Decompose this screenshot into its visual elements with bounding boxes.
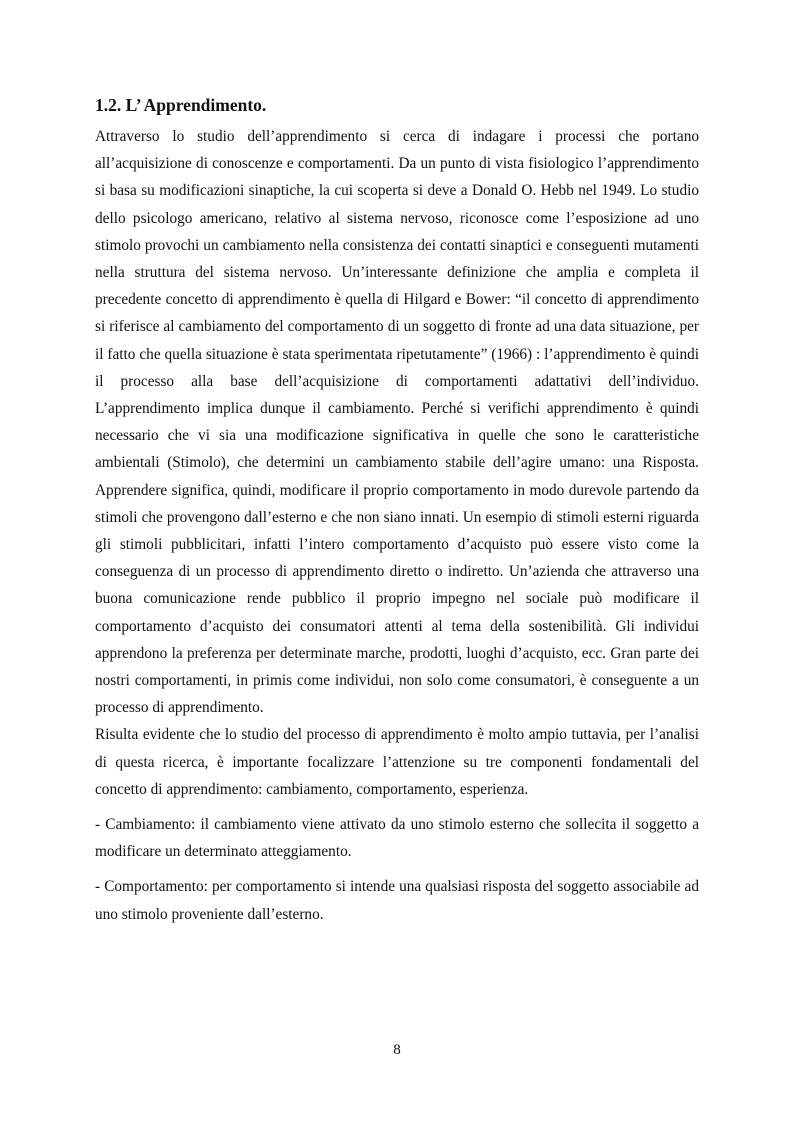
list-item-comportamento: - Comportamento: per comportamento si intende una qualsiasi risposta del soggetto associabile ad uno stimolo proveniente dall’esterno. xyxy=(95,878,699,923)
list-item-cambiamento: - Cambiamento: il cambiamento viene attivato da uno stimolo esterno che sollecita il soggetto a modificare un determinato atteggiamento. xyxy=(95,816,699,861)
paragraph-intro: Attraverso lo studio dell’apprendimento si cerca di indagare i processi che portano all’acquisizione di conoscenze e comportamenti. Da un punto di vista fisiologico l’apprendimento si basa su modificazioni sinaptiche, la cui scoperta si deve a Donald O. Hebb nel 1949. Lo studio dello psicologo americano, relativo al sistema nervoso, riconosce come l’esposizione ad uno stimolo provochi un cambiamento nella consistenza dei contatti sinaptici e conseguenti mutamenti nella struttura del sistema nervoso. Un’interessante definizione che amplia e completa il precedente concetto di apprendimento è quella di Hilgard e Bower: “il concetto di apprendimento si riferisce al cambiamento del comportamento di un soggetto di fronte ad una data situazione, per il fatto che quella situazione è stata sperimentata ripetutamente” (1966) : l’apprendimento è quindi il processo alla base dell’acquisizione di comportamenti adattativi dell’individuo. L’apprendimento implica dunque il cambiamento. Perché si verifichi apprendimento è quindi necessario che vi sia una modificazione significativa in quelle che sono le caratteristiche ambientali (Stimolo), che determini un cambiamento stabile dell’agire umano: una Risposta. Apprendere significa, quindi, modificare il proprio comportamento in modo durevole partendo da stimoli che provengono dall’esterno e che non siano innati. Un esempio di stimoli esterni riguarda gli stimoli pubblicitari, infatti l’intero comportamento d’acquisto può essere visto come la conseguenza di un processo di apprendimento diretto o indiretto. Un’azienda che attraverso una buona comunicazione rende pubblico il proprio impegno nel sociale può modificare il comportamento d’acquisto dei consumatori attenti al tema della sostenibilità. Gli individui apprendono la preferenza per determinate marche, prodotti, luoghi d’acquisto, ecc. Gran parte dei nostri comportamenti, in primis come individui, non solo come consumatori, è conseguente a un processo di apprendimento. xyxy=(95,128,699,717)
section-heading: 1.2. L’ Apprendimento. xyxy=(95,95,267,115)
page-number: 8 xyxy=(393,1042,401,1058)
paragraph-components: Risulta evidente che lo studio del processo di apprendimento è molto ampio tuttavia, per l’analisi di questa ricerca, è importante focalizzare l’attenzione su tre componenti fondamentali del concetto di apprendimento: cambiamento, comportamento, esperienza. xyxy=(95,726,699,798)
body-text xyxy=(95,123,699,928)
